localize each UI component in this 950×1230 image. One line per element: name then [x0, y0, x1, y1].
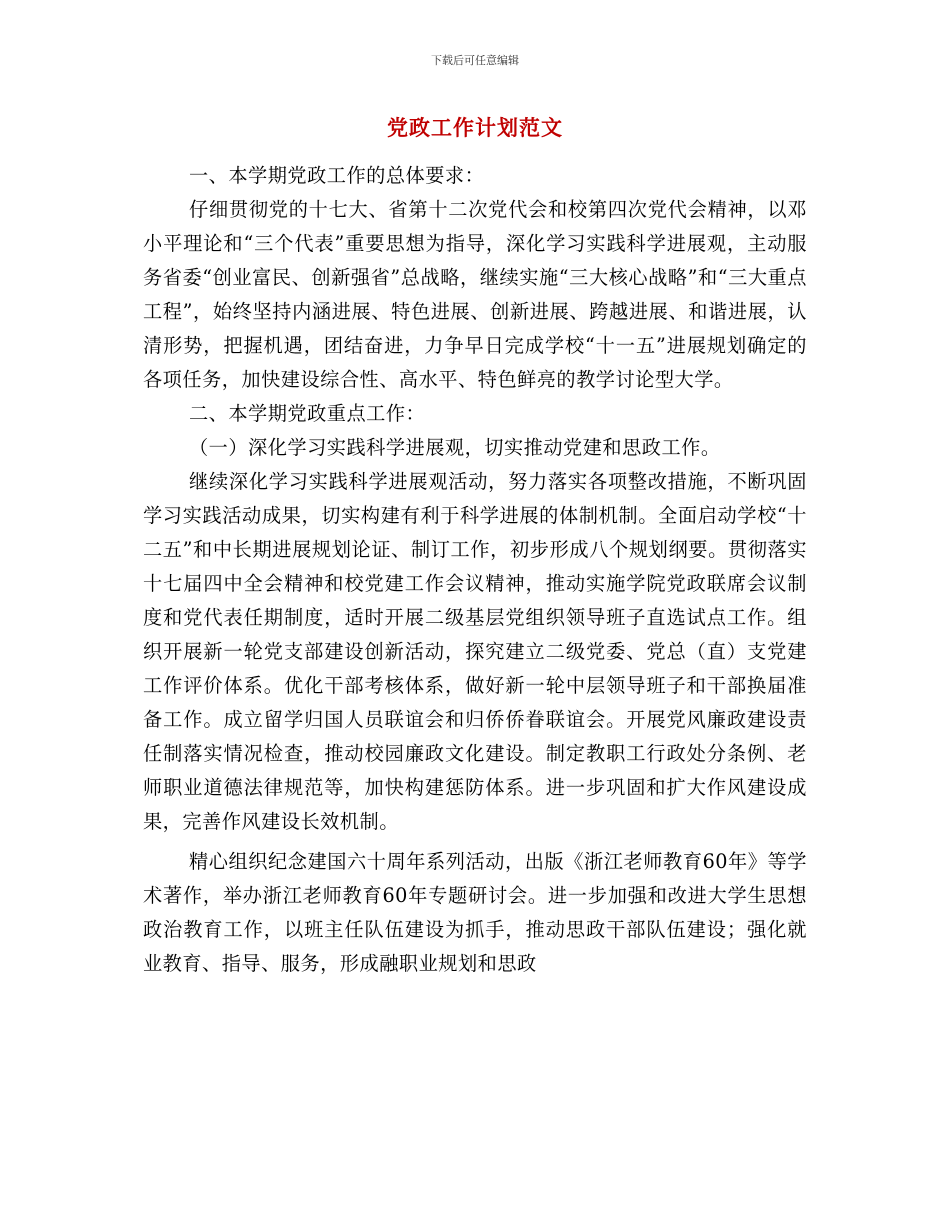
document-title: 党政工作计划范文	[387, 115, 563, 140]
paragraph-overall-requirements: 仔细贯彻党的十七大、省第十二次党代会和校第四次党代会精神，以邓小平理论和“三个代表”重要思想为指导，深化学习实践科学进展观，主动服务省委“创业富民、创新强省”总战略，继续实施“三大核心战略”和“三大重点工程”，始终坚持内涵进展、特色进展、创新进展、跨越进展、和谐进展，认清形势，把握机遇，团结奋进，力争早日完成学校“十一五”进展规划确定的各项任务，加快建设综合性、高水平、特色鲜亮的教学讨论型大学。	[143, 198, 807, 391]
document-body	[143, 159, 807, 981]
subsection-heading-party-building: （一）深化学习实践科学进展观，切实推动党建和思政工作。	[189, 436, 721, 459]
paragraph-anniversary-activities: 精心组织纪念建国六十周年系列活动，出版《浙江老师教育60年》等学术著作，举办浙江老师教育60年专题研讨会。进一步加强和改进大学生思想政治教育工作，以班主任队伍建设为抓手，推动思政干部队伍建设；强化就业教育、指导、服务，形成融职业规划和思政	[143, 850, 807, 975]
section-heading-overall-requirements: 一、本学期党政工作的总体要求：	[189, 164, 485, 187]
paragraph-party-building: 继续深化学习实践科学进展观活动，努力落实各项整改措施，不断巩固学习实践活动成果，切实构建有利于科学进展的体制机制。全面启动学校“十二五”和中长期进展规划论证、制订工作，初步形成八个规划纲要。贯彻落实十七届四中全会精神和校党建工作会议精神，推动实施学院党政联席会议制度和党代表任期制度，适时开展二级基层党组织领导班子直选试点工作。组织开展新一轮党支部建设创新活动，探究建立二级党委、党总（直）支党建工作评价体系。优化干部考核体系，做好新一轮中层领导班子和干部换届准备工作。成立留学归国人员联谊会和归侨侨眷联谊会。开展党风廉政建设责任制落实情况检查，推动校园廉政文化建设。制定教职工行政处分条例、老师职业道德法律规范等，加快构建惩防体系。进一步巩固和扩大作风建设成果，完善作风建设长效机制。	[143, 470, 807, 833]
page-header-note: 下载后可任意编辑	[431, 54, 519, 67]
section-heading-key-work: 二、本学期党政重点工作：	[189, 402, 426, 425]
